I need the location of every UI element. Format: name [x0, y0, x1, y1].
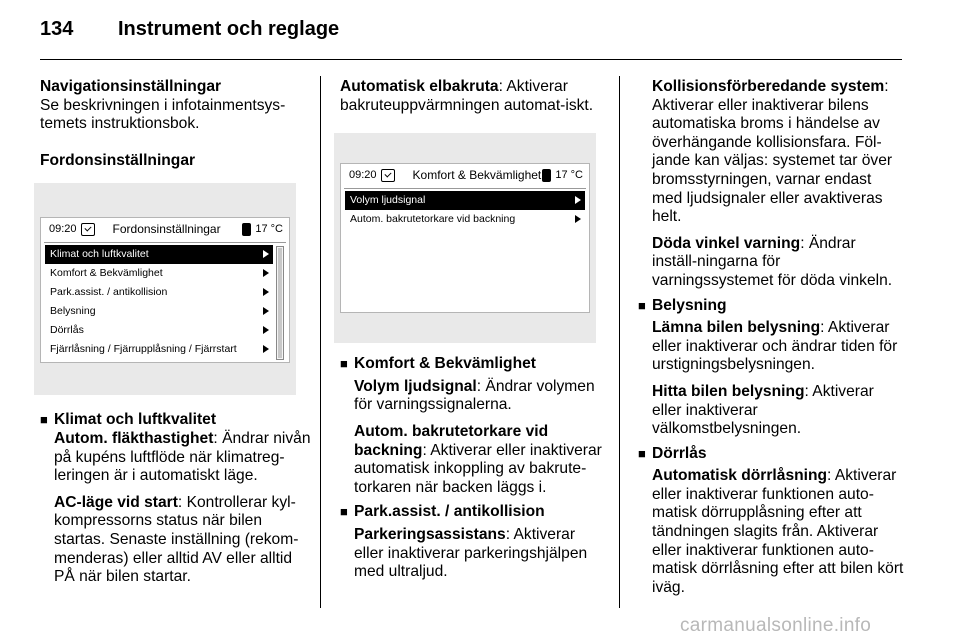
column-1: [40, 78, 312, 587]
chevron-right-icon: [575, 215, 581, 223]
column-3: [638, 78, 904, 597]
belysning-heading: Belysning: [652, 296, 727, 314]
bullet-icon: ■: [340, 504, 348, 520]
park-text: : Aktiverar eller inaktiverar parkeringshjälpen med ultraljud.: [354, 525, 588, 581]
menu-item-belysning[interactable]: Belysning: [45, 302, 273, 321]
menu-item-park-assist[interactable]: Park.assist. / antikollision: [45, 283, 273, 302]
autom-fan-text: : Ändrar nivån på kupéns luftflöde när klimatreg-leringen är i automatiskt läge.: [54, 429, 311, 485]
screen-scrollbar[interactable]: [276, 246, 284, 360]
volume-label: Volym ljudsignal: [354, 377, 477, 395]
ac-mode-text: : Kontrollerar kyl-kompressorns status när bilen startas. Senaste inställning (rekom-menderas) eller alltid AV eller alltid PÅ när bilen startar.: [54, 493, 299, 586]
auto-lock-text: : Aktiverar eller inaktiverar funktionen auto-matisk dörrupplåsning efter att tändningen slagits från. Aktiverar eller inaktiverar funktionen auto-matisk dörrlåsning efter att bilen kört iväg.: [652, 467, 904, 596]
screen-menu: [345, 191, 585, 229]
volume-text: : Ändrar volymen för varningssignalerna.: [354, 377, 595, 414]
vehicle-settings-screen-figure: [34, 183, 296, 395]
watermark: carmanualsonline.info: [680, 615, 872, 636]
thermometer-icon: [242, 223, 251, 236]
blind-spot-text: : Ändrar inställ-ningarna för varningssystemet för döda vinkeln.: [652, 234, 893, 289]
collision-text: : Aktiverar eller inaktiverar bilens automatiska broms i händelse av överhängande kollisionsfara. Föl-jande kan väljas: systemet tar över bromsstyrningen, varnar endast med ljudsignaler eller avaktiveras helt.: [652, 78, 893, 226]
vehicle-settings-screen: [40, 217, 290, 363]
chevron-right-icon: [263, 269, 269, 277]
menu-item-fjarrlasning[interactable]: Fjärrlåsning / Fjärrupplåsning / Fjärrstart: [45, 340, 273, 359]
wiper-label: Autom. bakrutetorkare vid backning: [354, 422, 549, 459]
nav-settings-heading: Navigationsinställningar: [40, 78, 222, 95]
chevron-right-icon: [263, 288, 269, 296]
bullet-icon: ■: [638, 445, 646, 461]
check-icon: [81, 223, 95, 236]
chevron-right-icon: [263, 307, 269, 315]
rear-window-text: : Aktiverar bakruteuppvärmningen automat-iskt.: [340, 78, 594, 114]
park-label: Parkeringsassistans: [354, 525, 506, 543]
park-heading: Park.assist. / antikollision: [354, 503, 545, 521]
rear-window-label: Automatisk elbakruta: [340, 78, 499, 95]
bullet-icon: ■: [638, 297, 646, 313]
autom-fan-label: Autom. fläkthastighet: [54, 429, 214, 447]
exit-light-label: Lämna bilen belysning: [652, 319, 821, 337]
auto-lock-label: Automatisk dörrlåsning: [652, 467, 828, 485]
page-header: [40, 18, 339, 48]
menu-item-komfort[interactable]: Komfort & Bekvämlighet: [45, 264, 273, 283]
chevron-right-icon: [575, 196, 581, 204]
menu-item-klimat[interactable]: Klimat och luftkvalitet: [45, 245, 273, 264]
chevron-right-icon: [263, 250, 269, 258]
column-2: [340, 78, 608, 582]
chevron-right-icon: [263, 326, 269, 334]
screen-status-bar: [341, 164, 589, 186]
klimat-heading: Klimat och luftkvalitet: [54, 411, 217, 429]
menu-item-volym[interactable]: Volym ljudsignal: [345, 191, 585, 210]
bullet-icon: ■: [40, 412, 48, 428]
comfort-screen-figure: [334, 133, 596, 343]
belysning-section: [638, 297, 904, 316]
wiper-text: : Aktiverar eller inaktiverar automatisk inkoppling av bakrute-torkaren när backen läggs i.: [354, 441, 602, 496]
screen-menu: [45, 245, 273, 359]
page-number: 134: [40, 18, 74, 40]
screen-clock: 09:20: [49, 222, 77, 235]
screen-clock: 09:20: [349, 168, 377, 181]
exit-light-text: : Aktiverar eller inaktiverar och ändrar tiden för urstigningsbelysningen.: [652, 319, 898, 374]
check-icon: [381, 169, 395, 182]
screen-status-bar: [41, 218, 289, 240]
vehicle-settings-heading: Fordonsinställningar: [40, 151, 196, 169]
komfort-section: [340, 355, 608, 374]
welcome-light-label: Hitta bilen belysning: [652, 382, 805, 400]
nav-settings-text: Se beskrivningen i infotainmentsys-temets instruktionsbok.: [40, 96, 286, 133]
thermometer-icon: [542, 169, 551, 182]
dorrlas-heading: Dörrlås: [652, 444, 707, 462]
komfort-heading: Komfort & Bekvämlighet: [354, 355, 536, 373]
screen-title: Komfort & Bekvämlighet: [412, 167, 542, 182]
blind-spot-label: Döda vinkel varning: [652, 234, 801, 252]
chevron-right-icon: [263, 345, 269, 353]
column-divider-1: [320, 76, 321, 608]
dorrlas-section: [638, 445, 904, 464]
bullet-icon: ■: [340, 356, 348, 372]
menu-item-dorrlas[interactable]: Dörrlås: [45, 321, 273, 340]
klimat-section: [40, 411, 312, 430]
header-divider: [40, 59, 902, 60]
menu-item-bakrutetorkare[interactable]: Autom. bakrutetorkare vid backning: [345, 210, 585, 229]
comfort-screen: [340, 163, 590, 313]
screen-temperature: 17 °C: [555, 168, 583, 181]
welcome-light-text: : Aktiverar eller inaktiverar välkomstbelysningen.: [652, 382, 874, 438]
ac-mode-label: AC-läge vid start: [54, 493, 178, 511]
screen-title: Fordonsinställningar: [112, 221, 221, 236]
column-divider-2: [619, 76, 620, 608]
park-section: [340, 503, 608, 522]
collision-label: Kollisionsförberedande system: [652, 78, 885, 95]
screen-temperature: 17 °C: [255, 222, 283, 235]
page-title: Instrument och reglage: [118, 18, 340, 40]
